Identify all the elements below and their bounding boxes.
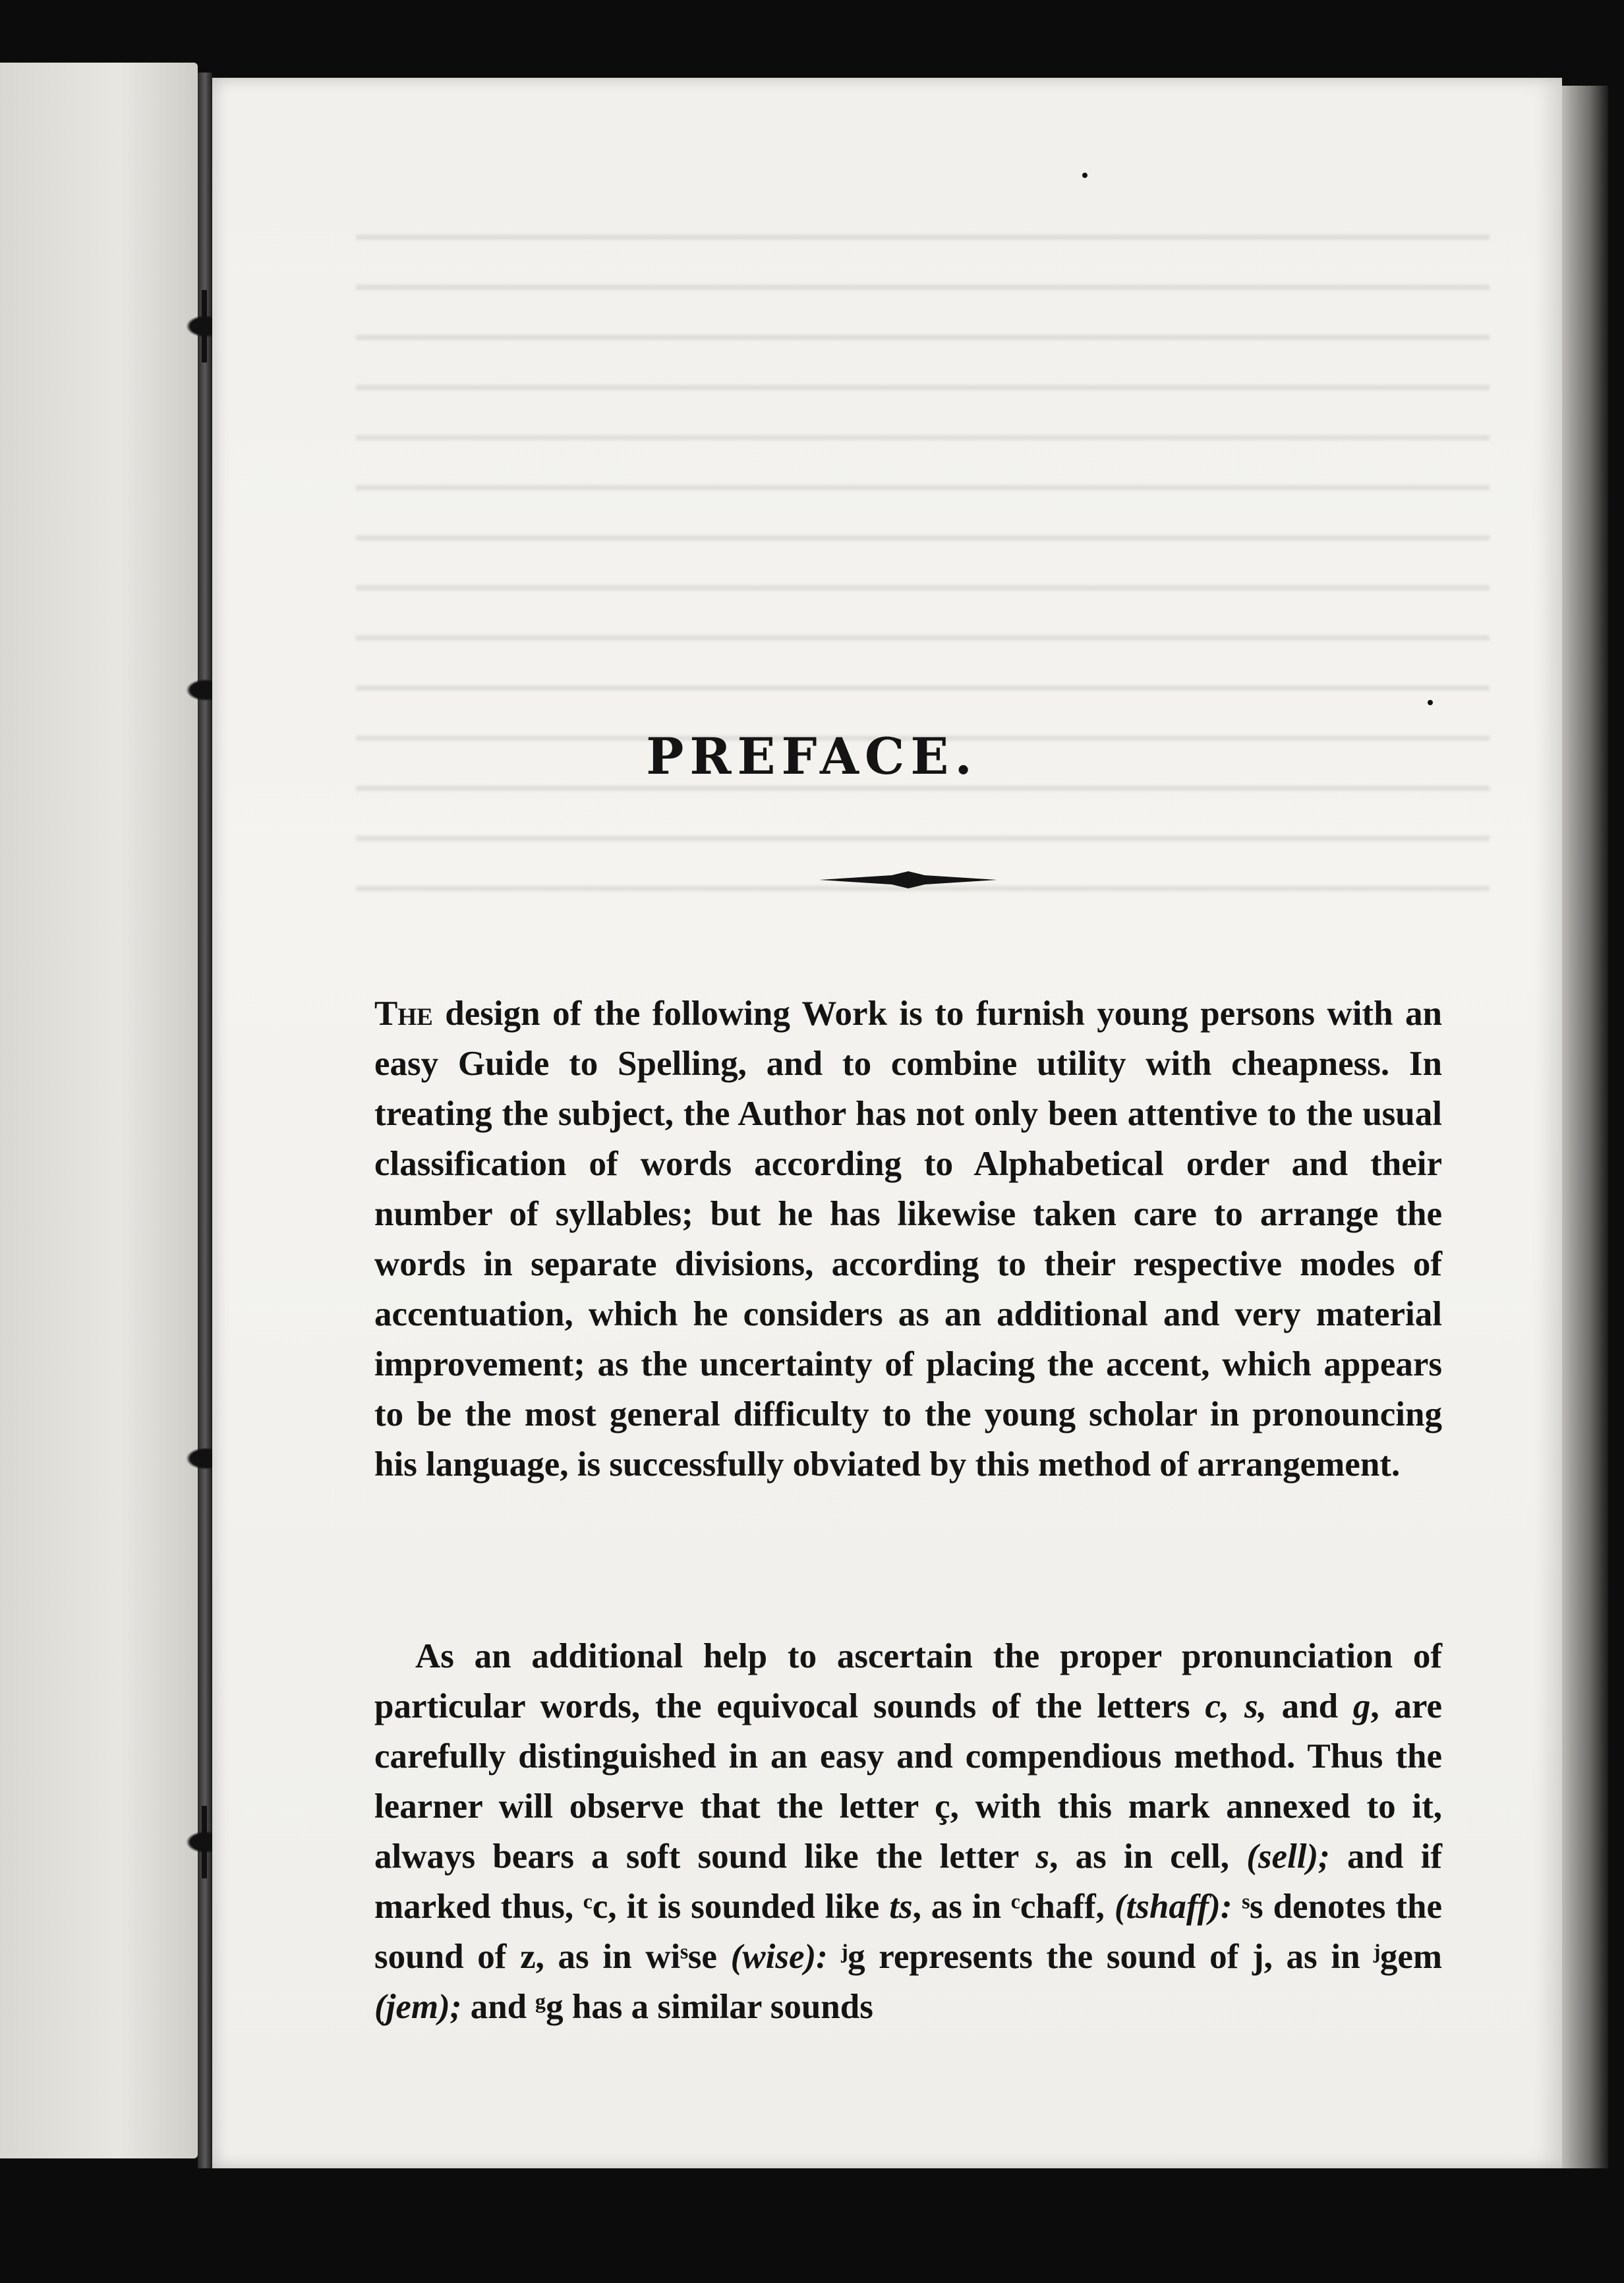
title-ornament-rule bbox=[819, 871, 997, 888]
italic-run: (jem); bbox=[374, 1988, 462, 2026]
preface-paragraph-2 bbox=[374, 1631, 1442, 2032]
italic-run: (tshaff): bbox=[1114, 1888, 1232, 1926]
italic-run: ts bbox=[889, 1888, 913, 1926]
preface-paragraph-1 bbox=[374, 989, 1442, 1489]
italic-run: (wise): bbox=[730, 1938, 828, 1976]
italic-run: g bbox=[1352, 1687, 1371, 1725]
text-run: As an additional help to ascertain the proper pronunciation of particular words, the equivocal sounds of the letters bbox=[374, 1637, 1442, 1725]
text-run: , are carefully distinguished in an easy and compendious method. Thus the learner will observe that the letter ç, with this mark annexed to it, always bears a soft sound like the letter bbox=[374, 1687, 1443, 1876]
drop-lead-word: The bbox=[374, 995, 433, 1033]
text-run: , as in ᶜchaff, bbox=[912, 1888, 1115, 1926]
text-run: ʲg represents the sound of j, as in ʲgem bbox=[827, 1938, 1442, 1976]
italic-run: c, s, bbox=[1205, 1687, 1267, 1725]
text-run: and bbox=[1266, 1687, 1353, 1725]
paragraph-1-text: design of the following Work is to furnish young persons with an easy Guide to Spelling, and to combine utility with cheapness. In treating the subject, the Author has not only been attentive to the usual classification of words according to Alphabetical order and their number of syllables; but he has likewise taken care to arrange the words in separate divisions, according to their respective modes of accentuation, which he considers as an additional and very material improvement; as the uncertainty of placing the accent, which appears to be the most general difficulty to the young scholar in pronouncing his language, is successfully obviated by this method of arrangement. bbox=[374, 995, 1442, 1484]
ink-speck bbox=[1428, 700, 1433, 705]
text-run: and ᵍg has a similar sounds bbox=[461, 1988, 873, 2026]
italic-run: (sell); bbox=[1246, 1837, 1330, 1876]
text-run: and if marked thus, ᶜc, it is sounded like bbox=[374, 1837, 1443, 1926]
show-through-text bbox=[356, 198, 1490, 923]
page-edge-shadow bbox=[1562, 86, 1608, 2168]
ink-speck bbox=[1082, 173, 1088, 178]
text-run: ˢs denotes the sound of z, as in wiˢse bbox=[374, 1888, 1442, 1976]
text-run: , as in cell, bbox=[1049, 1837, 1247, 1876]
binding-thread bbox=[202, 1806, 207, 1878]
italic-run: s bbox=[1035, 1837, 1050, 1876]
page-title: PREFACE. bbox=[646, 726, 978, 786]
binding-thread bbox=[202, 290, 207, 362]
facing-page bbox=[0, 63, 198, 2158]
